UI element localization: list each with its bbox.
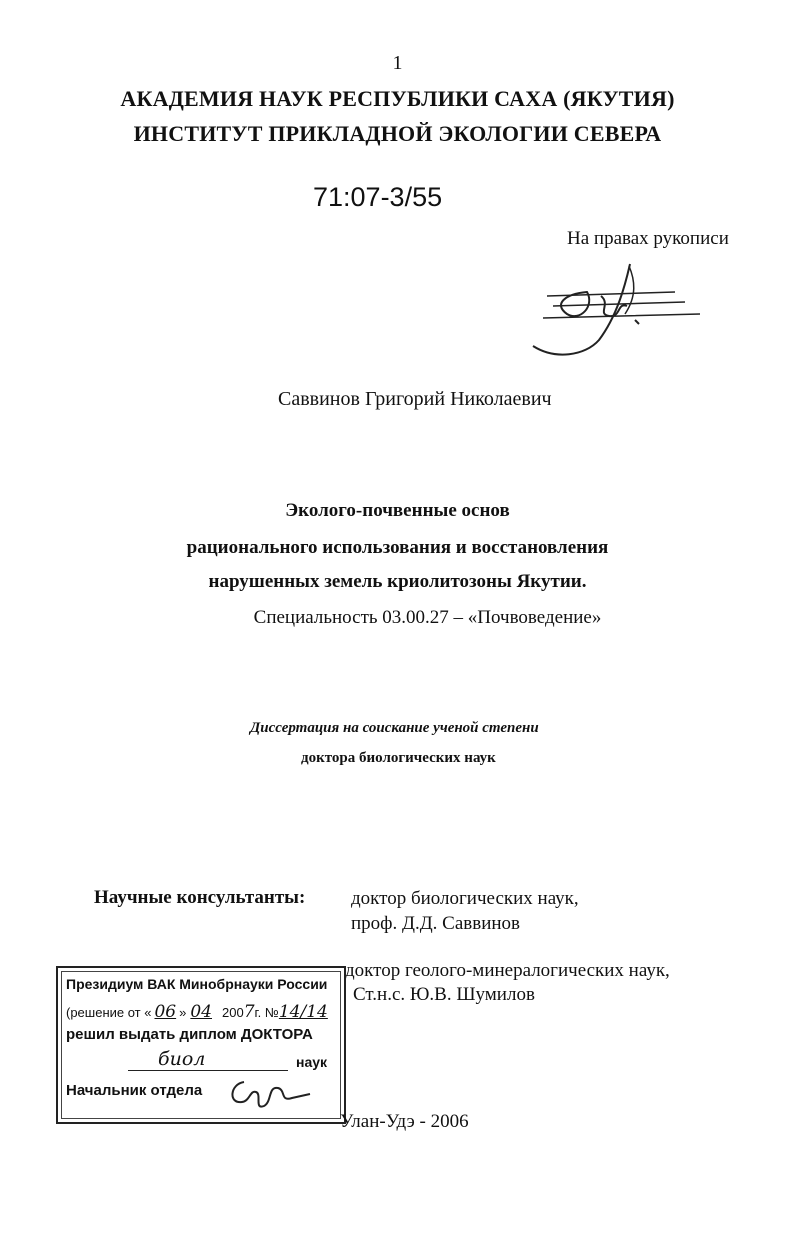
consultant-1-degree: доктор биологических наук, bbox=[351, 888, 579, 909]
title-line-2: рационального использования и восстановления bbox=[186, 537, 609, 558]
dissertation-degree-line: Диссертация на соискание ученой степени bbox=[250, 720, 539, 736]
dissertation-field-line: доктора биологических наук bbox=[301, 750, 496, 766]
stamp-decision-line: (решение от « 06 » 04 2007г. №14/14 bbox=[66, 1002, 328, 1022]
vak-approval-stamp bbox=[56, 966, 346, 1124]
author-signature bbox=[525, 256, 715, 371]
manuscript-rights-note: На правах рукописи bbox=[567, 228, 729, 249]
author-name: Саввинов Григорий Николаевич bbox=[278, 388, 552, 410]
consultant-1-name: проф. Д.Д. Саввинов bbox=[351, 913, 521, 934]
stamp-official-signature bbox=[226, 1076, 316, 1117]
stamp-fill-line bbox=[128, 1070, 288, 1071]
specialty: Специальность 03.00.27 – «Почвоведение» bbox=[253, 607, 602, 628]
stamp-presidium-line: Президиум ВАК Минобрнауки России bbox=[66, 976, 328, 992]
consultants-label: Научные консультанты: bbox=[94, 887, 306, 908]
stamp-diploma-line: решил выдать диплом ДОКТОРА bbox=[66, 1026, 313, 1043]
catalog-code: 71:07-3/55 bbox=[313, 182, 443, 212]
title-line-1: Эколого-почвенные основ bbox=[285, 500, 510, 521]
consultant-2-name: Ст.н.с. Ю.В. Шумилов bbox=[353, 984, 535, 1005]
title-line-3: нарушенных земель криолитозоны Якутии. bbox=[208, 571, 587, 592]
stamp-science-word: наук bbox=[296, 1054, 328, 1070]
consultant-2-degree: доктор геолого-минералогических наук, bbox=[345, 960, 670, 981]
institute-title: ИНСТИТУТ ПРИКЛАДНОЙ ЭКОЛОГИИ СЕВЕРА bbox=[133, 121, 662, 146]
city-and-year: Улан-Удэ - 2006 bbox=[340, 1111, 469, 1132]
stamp-day: 06 bbox=[154, 1002, 177, 1022]
stamp-month: 04 bbox=[190, 1002, 212, 1022]
stamp-year: 7 bbox=[243, 1002, 255, 1022]
stamp-science-handwritten: биол bbox=[158, 1048, 206, 1070]
stamp-number: 14/14 bbox=[278, 1002, 328, 1022]
academy-title: АКАДЕМИЯ НАУК РЕСПУБЛИКИ САХА (ЯКУТИЯ) bbox=[120, 86, 675, 111]
page-number: 1 bbox=[392, 52, 403, 74]
stamp-head-of-department: Начальник отдела bbox=[66, 1082, 203, 1099]
